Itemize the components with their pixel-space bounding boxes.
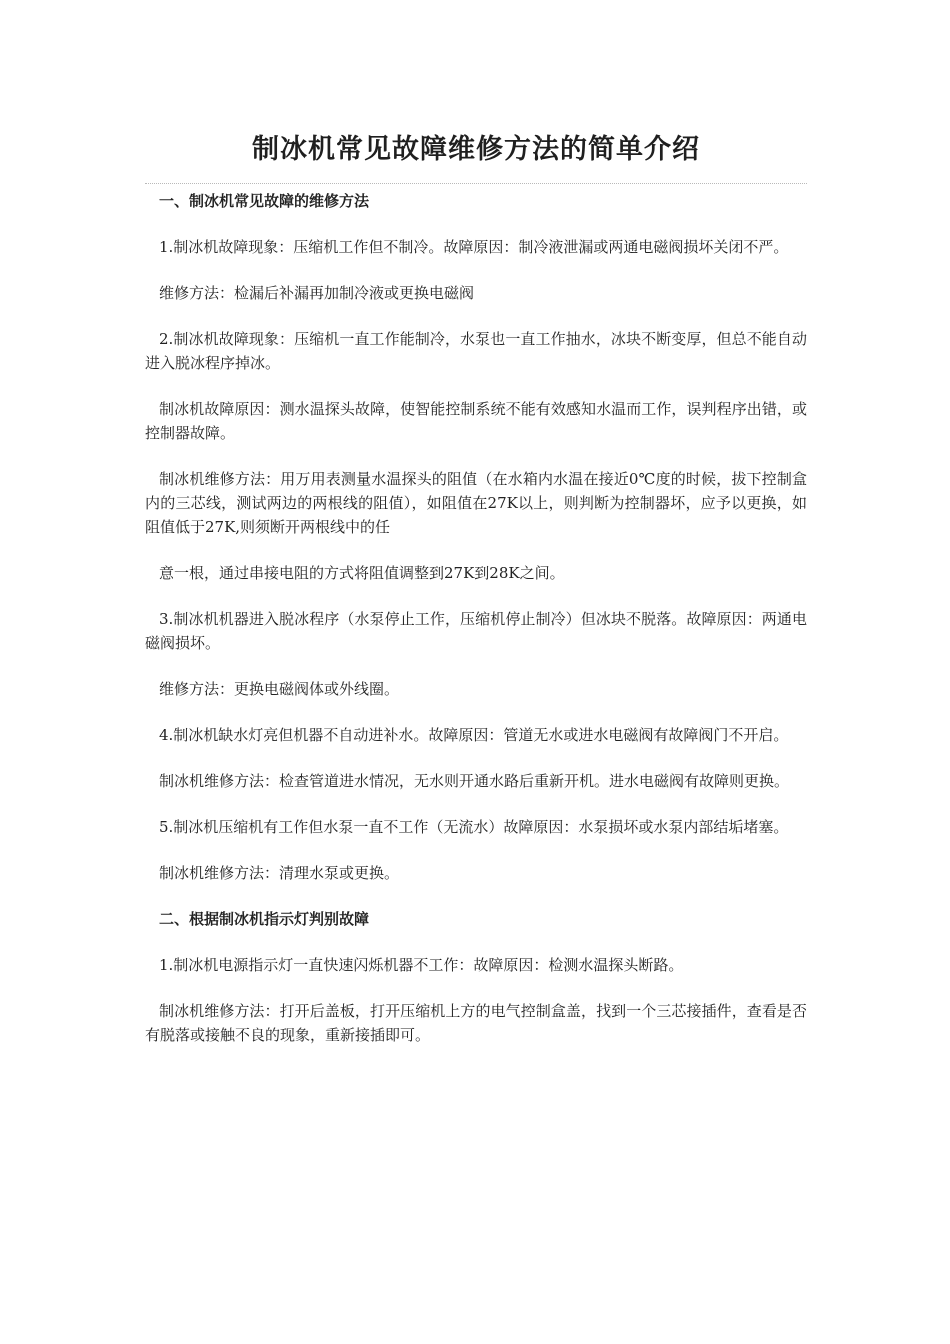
paragraph-indicator-1: 1.制冰机电源指示灯一直快速闪烁机器不工作：故障原因：检测水温探头断路。	[159, 956, 684, 974]
paragraph-fault-5: 5.制冰机压缩机有工作但水泵一直不工作（无流水）故障原因：水泵损坏或水泵内部结垢堵塞。	[159, 818, 789, 836]
title-divider	[145, 183, 807, 184]
paragraph-cause-2: 制冰机故障原因：测水温探头故障，使智能控制系统不能有效感知水温而工作，误判程序出错，或控制器故障。	[145, 400, 807, 442]
paragraph-indicator-repair-1: 制冰机维修方法：打开后盖板，打开压缩机上方的电气控制盒盖，找到一个三芯接插件，查看是否有脱落或接触不良的现象，重新接插即可。	[145, 1002, 807, 1044]
paragraph-repair-3: 维修方法：更换电磁阀体或外线圈。	[159, 680, 400, 698]
paragraph-repair-5: 制冰机维修方法：清理水泵或更换。	[159, 864, 400, 882]
paragraph-repair-4: 制冰机维修方法：检查管道进水情况，无水则开通水路后重新开机。进水电磁阀有故障则更换。	[159, 772, 790, 790]
section-heading-2: 二、根据制冰机指示灯判别故障	[159, 910, 370, 928]
paragraph-fault-1: 1.制冰机故障现象：压缩机工作但不制冷。故障原因：制冷液泄漏或两通电磁阀损坏关闭不严。	[159, 238, 789, 256]
paragraph-fault-4: 4.制冰机缺水灯亮但机器不自动进补水。故障原因：管道无水或进水电磁阀有故障阀门不开启。	[159, 726, 789, 744]
paragraph-repair-2-cont: 意一根，通过串接电阻的方式将阻值调整到27K到28K之间。	[159, 564, 565, 582]
document-body	[145, 189, 807, 1069]
section-heading-1: 一、制冰机常见故障的维修方法	[159, 192, 370, 210]
paragraph-fault-2: 2.制冰机故障现象：压缩机一直工作能制冷，水泵也一直工作抽水，冰块不断变厚，但总不能自动进入脱冰程序掉冰。	[145, 330, 807, 372]
paragraph-fault-3: 3.制冰机机器进入脱冰程序（水泵停止工作，压缩机停止制冷）但冰块不脱落。故障原因：两通电磁阀损坏。	[145, 610, 807, 652]
document-title: 制冰机常见故障维修方法的简单介绍	[252, 134, 700, 165]
paragraph-repair-2: 制冰机维修方法：用万用表测量水温探头的阻值（在水箱内水温在接近0℃度的时候，拔下控制盒内的三芯线，测试两边的两根线的阻值），如阻值在27K以上，则判断为控制器坏，应予以更换，如阻值低于27K,则须断开两根线中的任	[145, 470, 807, 536]
paragraph-repair-1: 维修方法：检漏后补漏再加制冷液或更换电磁阀	[159, 284, 475, 302]
